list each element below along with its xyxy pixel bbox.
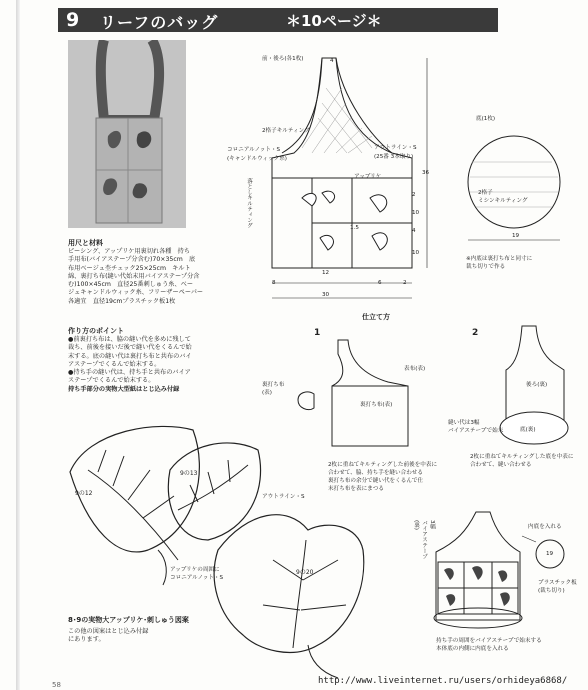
applique-label: アップリケ xyxy=(354,174,382,180)
dim-h4: 4 xyxy=(412,228,416,234)
applique-note: アップリケの周囲に コロニアルノット・S xyxy=(170,567,224,581)
bag-photo-illustration xyxy=(68,40,186,228)
page-number: 58 xyxy=(52,681,61,689)
step1-text-line: 2枚に重ねてキルティングした前後を中表に xyxy=(328,462,438,468)
howto-text xyxy=(68,336,218,394)
actual-size-line: この他の図案はとじ込み付録 xyxy=(68,628,149,635)
actual-size-heading: 8･9の実物大アップリケ･刺しゅう図案 xyxy=(68,616,189,624)
step3-text xyxy=(436,636,542,652)
bottom-note xyxy=(466,254,532,270)
materials-line: 各適宜 直径19cmプラスチック板1枚 xyxy=(68,297,176,305)
step1-text xyxy=(328,460,437,492)
dim-h1: 2 xyxy=(412,192,416,198)
howto-line: アステープでくるんで始末する。 xyxy=(68,360,161,368)
leaf-ref-right: 9の13 xyxy=(180,470,198,477)
page-fold-shadow xyxy=(16,0,20,690)
step2-text-line: 合わせて、縫い合わせる xyxy=(470,462,532,468)
candlewick-label: (キャンドルウィック糸) xyxy=(227,156,287,162)
step3-text-line: 持ち手の周囲をバイアステープで始末する xyxy=(436,638,542,644)
dim-width: 30 xyxy=(322,292,330,298)
materials-line: ジュキャンドルウィック糸、フリーザーペーパー xyxy=(68,289,204,297)
bottom-note-line: 裁ち切りで作る xyxy=(466,264,506,270)
step3-innerbottom-label: 内底を入れる xyxy=(528,524,562,530)
dim-w6: 6 xyxy=(378,280,382,286)
dim-w8: 8 xyxy=(272,280,276,286)
bottom-note-line: ※内底は裏打ち布と同寸に xyxy=(466,256,533,262)
source-url: http://www.liveinternet.ru/users/orhideya6868/ xyxy=(318,676,568,686)
dim-h3: 10 xyxy=(412,250,420,256)
materials-line: む)100×45cm 直径25番刺しゅう糸、ベー xyxy=(68,281,194,289)
step2-number: 2 xyxy=(472,328,479,338)
dim-w12: 12 xyxy=(322,270,330,276)
project-number: 9 xyxy=(66,9,80,31)
step3-dia: 19 xyxy=(546,551,554,557)
outline-label: アウトライン・S xyxy=(374,145,417,151)
step2-back-label: 後ろ(裏) xyxy=(526,382,548,388)
howto-note: 持ち手部分の実物大型紙はとじ込み付録 xyxy=(68,385,180,393)
step3-bias-label: 3幅 バイアステープ (裏) xyxy=(413,520,435,560)
step2-text-line: 2枚に重ねてキルティングした底を中表に xyxy=(470,454,574,460)
materials-line: 手用布(バイアステープ分含む)70×35cm 底 xyxy=(68,256,196,264)
howto-line: 裁ち、前後を接いだ後で縫い代をくるんで始 xyxy=(68,344,192,352)
materials-line: 布用ベージュ杢チェック25×25cm キルト xyxy=(68,264,191,272)
materials-text xyxy=(68,248,218,306)
step2-bias-label: 縫い代は3幅 バイアステープで始末 xyxy=(448,420,504,434)
step1-text-line: 裏打ち布の余分で縫い代をくるんで仕 xyxy=(328,478,424,484)
bottom-dia: 19 xyxy=(512,233,520,239)
finishing-heading: 仕立て方 xyxy=(362,313,390,321)
colonial-knot-label: コロニアルノット・S xyxy=(227,147,281,153)
thread-label: (25番 3本取り) xyxy=(374,154,414,160)
outline-stitch-label: アウトライン・S xyxy=(262,494,305,500)
dim-half: 1.5 xyxy=(350,225,359,231)
bottom-quilt-label: 2格子 ミシンキルティング xyxy=(478,190,528,204)
howto-line: ●前裏打ち布は、脇の縫い代を多めに残して xyxy=(68,336,191,343)
step1-number: 1 xyxy=(314,328,321,338)
actual-size-text xyxy=(68,628,148,645)
step1-omote-label: 表布(表) xyxy=(404,366,426,372)
quilt-label: 2格子キルティング xyxy=(262,128,310,134)
leaf-ref-big: 9の20 xyxy=(296,569,314,576)
materials-line: ピーシング、アップリケ用裏切れ各種 持ち xyxy=(68,248,191,255)
materials-heading: 用尺と材料 xyxy=(68,239,103,247)
project-title: リーフのバッグ xyxy=(100,13,219,32)
step2-bottom-label: 底(裏) xyxy=(520,427,536,433)
howto-line: ●持ち手の縫い代は、持ち手と共布のバイア xyxy=(68,369,191,377)
drop-quilt-label: 落としキルティング xyxy=(246,178,252,229)
step1-ura-label: 裏打ち布 (表) xyxy=(262,382,285,396)
step3-text-line: 本体底の内側に内底を入れる xyxy=(436,646,509,652)
materials-line: 綿、裏打ち布(縫い代始末用バイアステープ分含 xyxy=(68,272,200,280)
step1-text-line: 末打ち布を表にまつる xyxy=(328,486,384,492)
step2-text xyxy=(470,452,574,468)
howto-line: 末する。底の縫い代は裏打ち布と共布のバイ xyxy=(68,352,192,360)
dim-h2: 10 xyxy=(412,210,420,216)
bag-photo xyxy=(68,40,186,228)
front-back-title: 前・後ろ(各1枚) xyxy=(262,56,304,62)
leaf-ref-left: 9の12 xyxy=(75,490,93,497)
dim-height: 36 xyxy=(422,170,430,176)
step1-text-line: 合わせて、脇、持ち手を縫い合わせる xyxy=(328,470,423,476)
step1-ura2-label: 裏打ち布(表) xyxy=(360,402,393,408)
step1-diagram xyxy=(258,334,454,456)
step3-plastic-label: プラスチック板 (裁ち切り) xyxy=(538,580,577,594)
howto-heading: 作り方のポイント xyxy=(68,327,124,335)
dim-top: 4 xyxy=(330,58,334,64)
step2-diagram xyxy=(486,320,586,456)
dim-w2: 2 xyxy=(403,280,407,286)
bottom-title: 底(1枚) xyxy=(476,116,496,122)
howto-line: ステープでくるんで始末する。 xyxy=(68,377,155,385)
actual-size-line: にあります。 xyxy=(68,636,105,644)
page-reference: ＊10ページ＊ xyxy=(286,12,382,30)
